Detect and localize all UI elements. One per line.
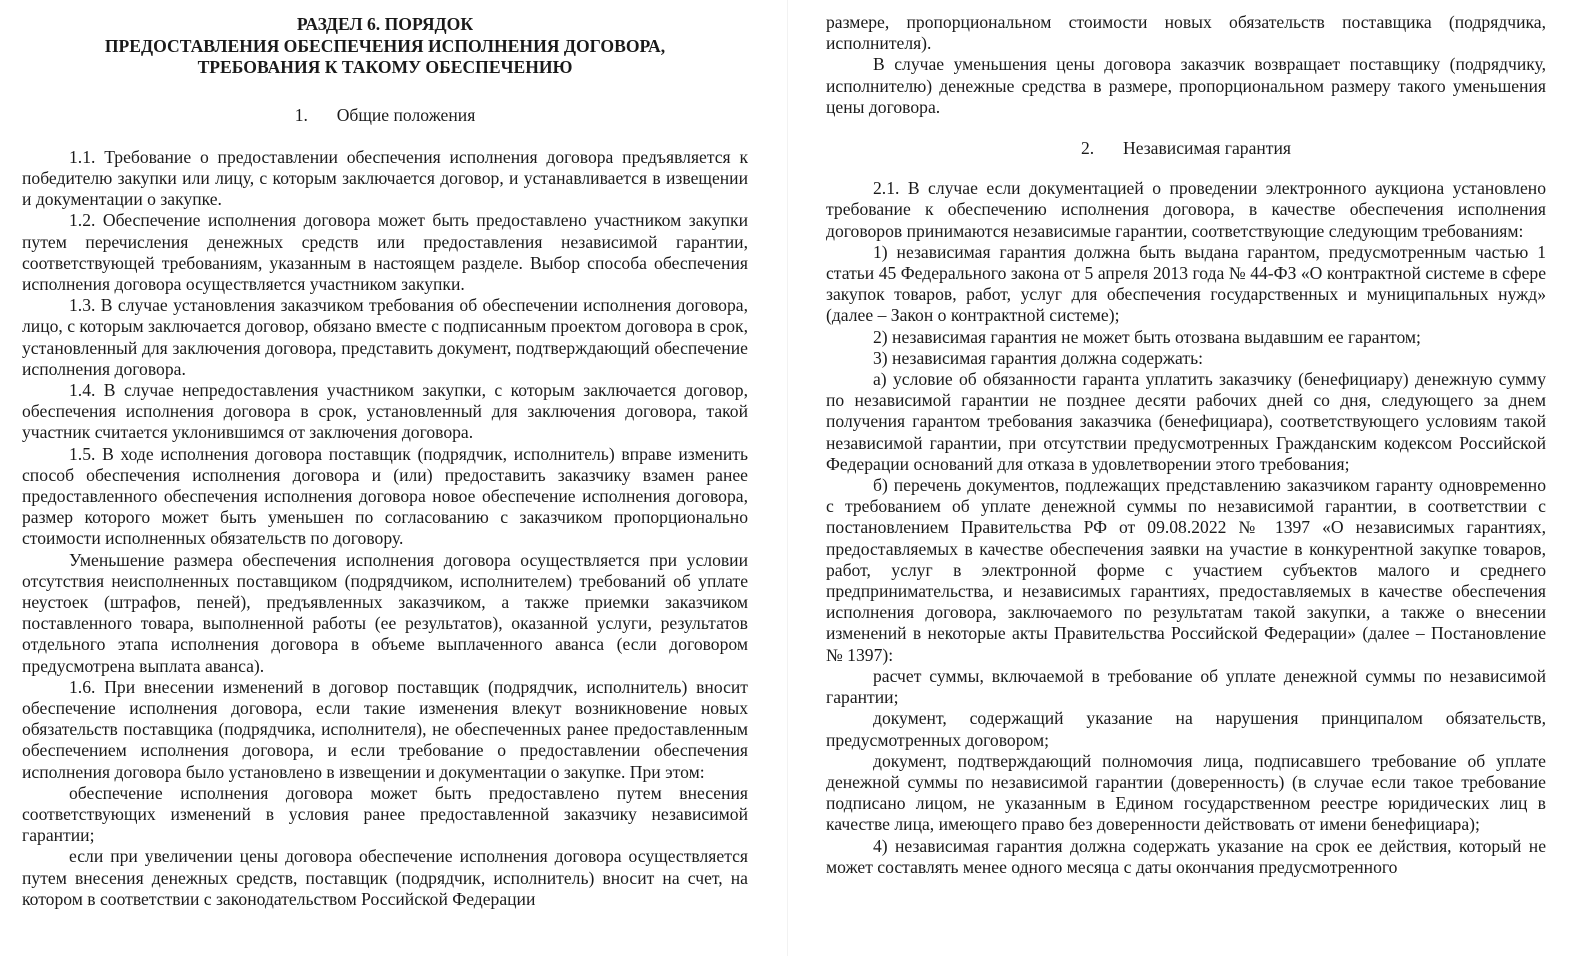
subsection-number: 1. [294, 104, 308, 125]
section-title [22, 0, 748, 79]
paragraph: В случае уменьшения цены договора заказчик возвращает поставщику (подрядчику, исполнителю) денежные средства в размере, пропорциональном размеру такого уменьшения цены договора. [826, 54, 1546, 117]
paragraph: а) условие об обязанности гаранта уплатить заказчику (бенефициару) денежную сумму по независимой гарантии не позднее десяти рабочих дней со дня, следующего за днем получения гарантом требования заказчика (бенефициара), соответствующего условиям такой независимой гарантии, при отсутствии предусмотренных Гражданским кодексом Российской Федерации оснований для отказа в удовлетворении этого требования; [826, 369, 1546, 474]
paragraph: 1.3. В случае установления заказчиком требования об обеспечении исполнения договора, лицо, с которым заключается договор, обязано вместе с подписанным проектом договора в срок, установленный для заключения договора, представить документ, подтверждающий обеспечение исполнения договора. [22, 295, 748, 379]
paragraph: Уменьшение размера обеспечения исполнения договора осуществляется при условии отсутствия неисполненных поставщиком (подрядчиком, исполнителем) требований об уплате неустоек (штрафов, пеней), предъявленных заказчиком, а также приемки заказчиком поставленного товара, выполненной работы (ее результатов), оказанной услуги, результатов отдельного этапа исполнения договора в объеме выплаченного аванса (если договором предусмотрена выплата аванса). [22, 549, 748, 676]
subsection-title: Общие положения [336, 104, 476, 125]
paragraph: расчет суммы, включаемой в требование об уплате денежной суммы по независимой гарантии; [826, 665, 1546, 708]
paragraph: обеспечение исполнения договора может быть предоставлено путем внесения соответствующих изменений в условия ранее предоставленной заказчику независимой гарантии; [22, 782, 748, 846]
paragraph: 1.5. В ходе исполнения договора поставщик (подрядчик, исполнитель) вправе изменить способ обеспечения исполнения договора и (или) предоставить заказчику взамен ранее предоставленного обеспечения исполнения договора новое обеспечение исполнения договора, размер которого может быть уменьшен по согласованию с заказчиком пропорционально стоимости исполненных обязательств по договору. [22, 443, 748, 549]
subsection-heading [22, 105, 748, 126]
subsection-number: 2. [1081, 138, 1095, 159]
paragraph: документ, подтверждающий полномочия лица, подписавшего требование об уплате денежной суммы по независимой гарантии (доверенность) (в случае если такое требование подписано лицом, не указанным в Едином государственном реестре юридических лиц в качестве лица, имеющего право без доверенности действовать от имени бенефициара); [826, 750, 1546, 835]
right-page [826, 12, 1546, 878]
paragraph: 1) независимая гарантия должна быть выдана гарантом, предусмотренным частью 1 статьи 45 Федерального закона от 5 апреля 2013 года № 44-ФЗ «О контрактной системе в сфере закупок товаров, работ, услуг для обеспечения государственных и муниципальных нужд» (далее – Закон о контрактной системе); [826, 241, 1546, 326]
subsection-title: Независимая гарантия [1123, 138, 1291, 159]
title-line: ТРЕБОВАНИЯ К ТАКОМУ ОБЕСПЕЧЕНИЮ [197, 57, 573, 77]
paragraph: 2.1. В случае если документацией о проведении электронного аукциона установлено требование к обеспечению исполнения договора, в качестве обеспечения исполнения договоров принимаются независимые гарантии, соответствующие следующим требованиям: [826, 178, 1546, 241]
paragraph: 3) независимая гарантия должна содержать: [873, 347, 1203, 368]
subsection-heading [826, 138, 1546, 159]
paragraph: 1.1. Требование о предоставлении обеспечения исполнения договора предъявляется к победителю закупки или лицу, с которым заключается договор, и устанавливается в извещении и документации о закупке. [22, 146, 748, 210]
paragraph: б) перечень документов, подлежащих представлению заказчиком гаранту одновременно с требованием об уплате денежной суммы по независимой гарантии, в соответствии с постановлением Правительства РФ от 09.08.2022 № 1397 «О независимых гарантиях, предоставляемых в качестве обеспечения заявки на участие в конкурентной закупке товаров, работ, услуг в электронной форме с участием субъектов малого и среднего предпринимательства, и независимых гарантиях, предоставляемых в качестве обеспечения исполнения договора, заключаемого по результатам такой закупки, а также о внесении изменений в некоторые акты Правительства Российской Федерации» (далее – Постановление № 1397): [826, 475, 1546, 665]
paragraph: 1.6. При внесении изменений в договор поставщик (подрядчик, исполнитель) вносит обеспечение исполнения договора, если такие изменения влекут возникновение новых обязательств поставщика (подрядчика, исполнителя), не обеспеченных ранее предоставленным обеспечением исполнения договора, и если требование о предоставлении обеспечения исполнения договора было установлено в извещении и документации о закупке. При этом: [22, 676, 748, 782]
left-page [22, 0, 748, 910]
paragraph: документ, содержащий указание на нарушения принципалом обязательств, предусмотренных договором; [826, 708, 1546, 750]
continuation-paragraph: размере, пропорциональном стоимости новых обязательств поставщика (подрядчика, исполнителя). [826, 12, 1546, 54]
page-divider [787, 0, 788, 956]
paragraph: 1.2. Обеспечение исполнения договора может быть предоставлено участником закупки путем перечисления денежных средств или предоставления независимой гарантии, соответствующей требованиям, указанным в настоящем разделе. Выбор способа обеспечения исполнения договора осуществляется участником закупки. [22, 210, 748, 294]
paragraph: 1.4. В случае непредоставления участником закупки, с которым заключается договор, обеспечения исполнения договора в срок, установленный для заключения договора, такой участник считается уклонившимся от заключения договора. [22, 379, 748, 443]
paragraph: если при увеличении цены договора обеспечение исполнения договора осуществляется путем внесения денежных средств, поставщик (подрядчик, исполнитель) вносит на счет, на котором в соответствии с законодательством Российской Федерации [22, 846, 748, 909]
title-line: ПРЕДОСТАВЛЕНИЯ ОБЕСПЕЧЕНИЯ ИСПОЛНЕНИЯ ДОГОВОРА, [104, 35, 666, 56]
paragraph: 4) независимая гарантия должна содержать указание на срок ее действия, который не может составлять менее одного месяца с даты окончания предусмотренного [826, 835, 1546, 877]
paragraph: 2) независимая гарантия не может быть отозвана выдавшим ее гарантом; [873, 326, 1421, 347]
title-line: РАЗДЕЛ 6. ПОРЯДОК [296, 14, 474, 34]
